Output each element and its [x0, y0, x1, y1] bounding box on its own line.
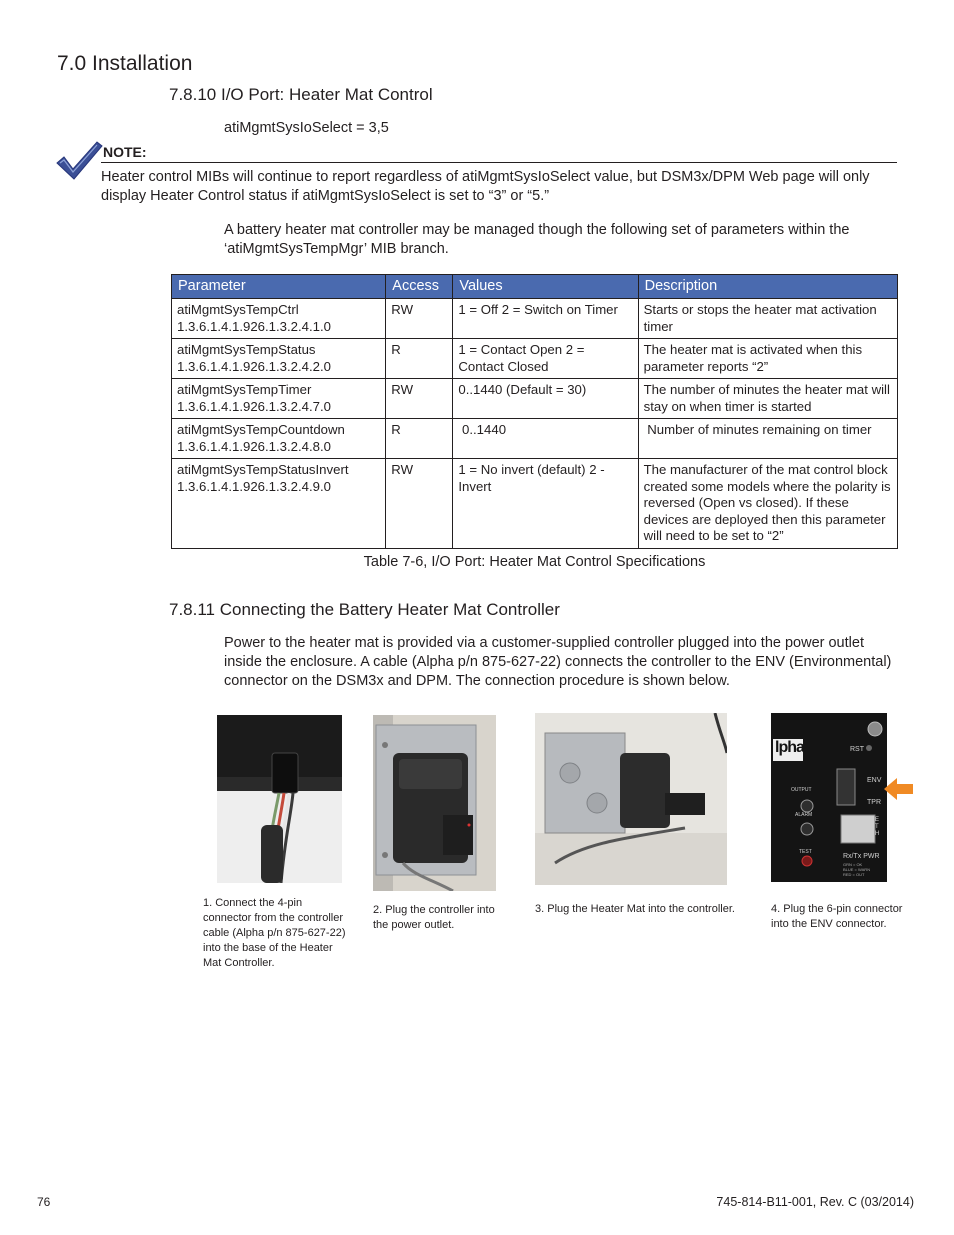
arrow-left-icon — [884, 777, 914, 801]
panel-label-rst: RST — [850, 746, 864, 753]
legend-line: BLUE = WARN — [843, 867, 871, 872]
param-cell — [172, 459, 386, 549]
step2-caption: 2. Plug the controller into the power outlet. — [373, 904, 495, 931]
param-name: atiMgmtSysTempTimer — [177, 382, 312, 397]
param-oid: 1.3.6.1.4.1.926.1.3.2.4.8.0 — [177, 438, 331, 454]
param-cell — [172, 419, 386, 459]
description-cell: Number of minutes remaining on timer — [638, 419, 897, 459]
table-row — [172, 299, 898, 339]
param-name: atiMgmtSysTempStatus — [177, 342, 316, 357]
note-label: NOTE: — [103, 144, 147, 160]
table-row — [172, 339, 898, 379]
table-row — [172, 419, 898, 459]
connection-paragraph: Power to the heater mat is provided via a customer-supplied controller plugged into the power outlet inside the enclosure. A cable (Alpha p/n 875-627-22) connects the controller to the ENV (Environmental) connector on the DSM3x and DPM. The connection procedure is shown below. — [224, 635, 892, 689]
values-cell: 0..1440 — [453, 419, 638, 459]
note-text: Heater control MIBs will continue to report regardless of atiMgmtSysIoSelect value, but DSM3x/DPM Web page will only display Heater Control status if atiMgmtSysIoSelect is set to “3” or “5.” — [101, 169, 870, 204]
note-divider — [101, 162, 897, 163]
intro-paragraph: A battery heater mat controller may be managed though the following set of parameters within the ‘atiMgmtSysTempMgr’ MIB branch. — [224, 222, 850, 257]
panel-label-rxtx: Rx/Tx PWR — [843, 853, 880, 860]
panel-label-tpr: TPR — [867, 799, 881, 806]
access-cell: RW — [386, 299, 453, 339]
table-header-row — [172, 275, 898, 299]
step2-photo — [373, 715, 496, 891]
parameter-table — [171, 274, 898, 549]
description-cell: The heater mat is activated when this parameter reports “2” — [638, 339, 897, 379]
access-cell: RW — [386, 459, 453, 549]
access-cell: R — [386, 419, 453, 459]
values-cell: 1 = Off 2 = Switch on Timer — [453, 299, 638, 339]
column-header-values: Values — [453, 275, 638, 299]
step4-caption: 4. Plug the 6-pin connector into the ENV connector. — [771, 903, 903, 930]
panel-label-output: OUTPUT — [791, 787, 812, 793]
step4-photo — [771, 713, 887, 882]
param-name: atiMgmtSysTempStatusInvert — [177, 462, 349, 477]
panel-label-env: ENV — [867, 777, 882, 784]
param-cell — [172, 299, 386, 339]
step3-caption: 3. Plug the Heater Mat into the controller. — [535, 903, 735, 915]
param-oid: 1.3.6.1.4.1.926.1.3.2.4.1.0 — [177, 318, 331, 334]
subsection-heading-7810: 7.8.10 I/O Port: Heater Mat Control — [169, 85, 433, 104]
values-cell: 1 = Contact Open 2 = Contact Closed — [453, 339, 638, 379]
access-cell: RW — [386, 379, 453, 419]
controller-cable-illustration — [217, 715, 342, 883]
values-cell: 0..1440 (Default = 30) — [453, 379, 638, 419]
panel-label-eth: E T H — [875, 817, 880, 837]
io-select-line: atiMgmtSysIoSelect = 3,5 — [224, 120, 389, 136]
panel-led-legend — [843, 862, 870, 877]
description-cell: The manufacturer of the mat control block created some models where the polarity is reversed (Open vs closed). If these devices are deployed then this parameter will need to be set to “2” — [638, 459, 897, 549]
panel-label-test: TEST — [799, 849, 812, 855]
description-cell: The number of minutes the heater mat will stay on when timer is started — [638, 379, 897, 419]
panel-label-alarm: ALARM — [795, 812, 813, 818]
description-cell: Starts or stops the heater mat activation timer — [638, 299, 897, 339]
legend-line: GRN = OK — [843, 862, 863, 867]
page-section-title: 7.0 Installation — [57, 52, 193, 75]
table-row — [172, 379, 898, 419]
table-row — [172, 459, 898, 549]
param-name: atiMgmtSysTempCtrl — [177, 302, 299, 317]
check-mark-icon — [54, 139, 104, 181]
page-number: 76 — [37, 1195, 51, 1209]
column-header-parameter: Parameter — [172, 275, 386, 299]
column-header-description: Description — [638, 275, 897, 299]
step3-photo — [535, 713, 727, 885]
column-header-access: Access — [386, 275, 453, 299]
controller-outlet-illustration — [373, 715, 496, 891]
legend-line: RED = OUT — [843, 872, 865, 877]
access-cell: R — [386, 339, 453, 379]
panel-logo: lpha — [775, 739, 804, 756]
values-cell: 1 = No invert (default) 2 - Invert — [453, 459, 638, 549]
step1-photo — [217, 715, 342, 883]
heater-mat-illustration — [535, 713, 727, 885]
step1-caption: 1. Connect the 4-pin connector from the controller cable (Alpha p/n 875-627-22) into the base of the Heater Mat Controller. — [203, 897, 346, 969]
param-cell — [172, 339, 386, 379]
param-oid: 1.3.6.1.4.1.926.1.3.2.4.9.0 — [177, 478, 331, 494]
subsection-heading-7811: 7.8.11 Connecting the Battery Heater Mat Controller — [169, 600, 560, 619]
param-oid: 1.3.6.1.4.1.926.1.3.2.4.7.0 — [177, 398, 331, 414]
param-name: atiMgmtSysTempCountdown — [177, 422, 345, 437]
param-oid: 1.3.6.1.4.1.926.1.3.2.4.2.0 — [177, 358, 331, 374]
table-caption: Table 7-6, I/O Port: Heater Mat Control Specifications — [363, 554, 706, 570]
param-cell — [172, 379, 386, 419]
document-id: 745-814-B11-001, Rev. C (03/2014) — [716, 1195, 914, 1209]
